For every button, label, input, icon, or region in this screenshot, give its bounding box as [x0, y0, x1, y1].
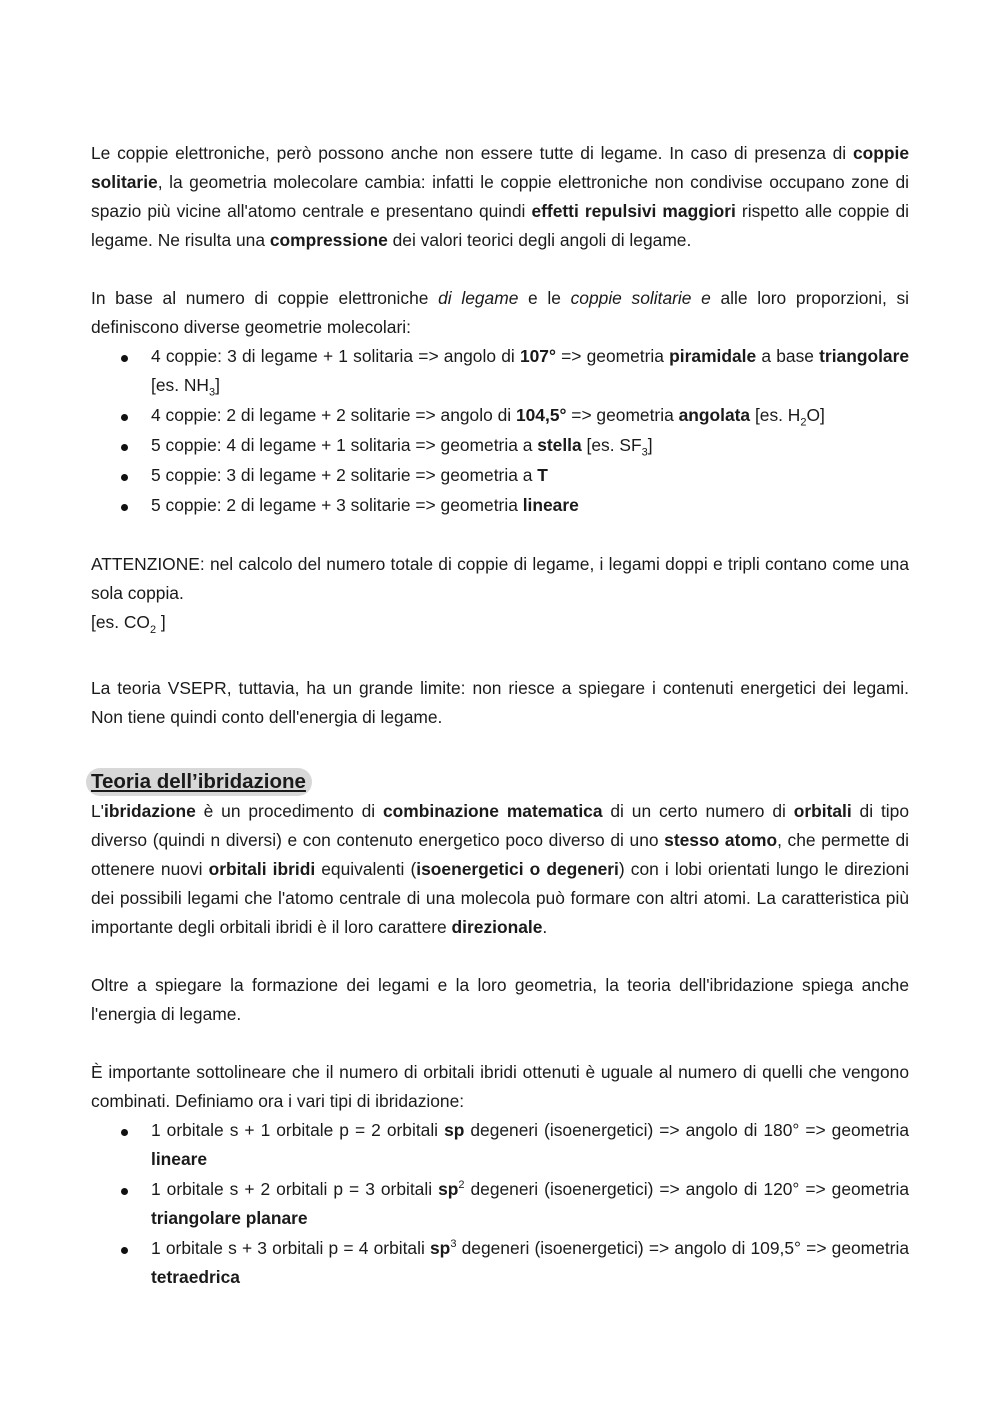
text: è un procedimento di: [195, 801, 384, 821]
text: rispetto alle coppie di legame. Ne risulta una: [91, 201, 909, 250]
bold-text: angolata: [678, 405, 751, 425]
text: [es. NH: [151, 375, 209, 395]
text: O]: [806, 405, 825, 425]
subscript: 3: [641, 446, 648, 459]
text: 4 coppie: 2 di legame + 2 solitarie => angolo di: [151, 405, 516, 425]
bold-text: lineare: [522, 495, 579, 515]
text: degeneri (isoenergetici) => angolo di 180° => geometria: [464, 1120, 909, 1140]
text: , la geometria molecolare cambia: infatti le coppie elettroniche non condivise occupano zone di spazio più vicine all'atomo centrale e presentano quindi: [91, 172, 909, 221]
bold-text: triangolare planare: [151, 1208, 308, 1228]
superscript: 3: [450, 1238, 457, 1251]
text: alle loro proporzioni, si definiscono diverse geometrie molecolari:: [91, 288, 910, 337]
list-item: [91, 461, 909, 490]
text: 1 orbitale s + 3 orbitali p = 4 orbitali: [151, 1238, 431, 1258]
paragraph-attention: [91, 550, 909, 608]
page-content: [91, 139, 909, 1293]
paragraph-bond-energy: Oltre a spiegare la formazione dei legami e la loro geometria, la teoria dell'ibridazione spiega anche l'energia di legame.: [91, 975, 909, 1024]
bullet-icon: [121, 1129, 128, 1136]
italic-text: di legame: [438, 288, 519, 308]
text: degeneri (isoenergetici) => angolo di 109,5° => geometria: [456, 1238, 909, 1258]
text: 4 coppie: 3 di legame + 1 solitaria => angolo di: [151, 346, 520, 366]
text: Le coppie elettroniche, però possono anche non essere tutte di legame. In caso di presenza di: [91, 143, 853, 163]
bullet-icon: [121, 355, 128, 362]
subscript: 3: [208, 386, 216, 399]
text: equivalenti (: [315, 859, 417, 879]
list-item: [91, 431, 909, 460]
bold-text: ibridazione: [104, 801, 196, 821]
bold-text: compressione: [269, 230, 388, 250]
text: [es. SF: [581, 435, 642, 455]
bold-text: orbitali: [793, 801, 852, 821]
geometry-list: [91, 342, 909, 520]
bold-text: effetti repulsivi maggiori: [531, 201, 736, 221]
bold-text: combinazione matematica: [383, 801, 603, 821]
bold-text: piramidale: [669, 346, 757, 366]
text: , che permette di ottenere nuovi: [91, 830, 909, 879]
bold-text: isoenergetici o degeneri: [416, 859, 619, 879]
bold-text: triangolare: [819, 346, 910, 366]
bold-text: orbitali ibridi: [208, 859, 316, 879]
text: => geometria: [555, 346, 670, 366]
list-item: [91, 1175, 909, 1233]
bold-text: sp: [430, 1238, 451, 1258]
subscript: 2: [149, 624, 157, 636]
bullet-icon: [121, 1188, 128, 1195]
paragraph-vsepr-limit: La teoria VSEPR, tuttavia, ha un grande limite: non riesce a spiegare i contenuti energetici dei legami. Non tiene quindi conto dell'energia di legame.: [91, 678, 909, 727]
text: di un certo numero di: [602, 801, 794, 821]
bold-text: tetraedrica: [151, 1267, 240, 1287]
text: ]: [647, 435, 653, 455]
italic-text: coppie solitarie e: [570, 288, 711, 308]
text: ) con i lobi orientati lungo le direzioni dei possibili legami che l'atomo centrale di una molecola può formare con altri atomi. La caratteristica più importante degli orbitali ibridi è il loro carattere: [91, 859, 909, 937]
bold-text: stesso atomo: [664, 830, 778, 850]
superscript: 2: [458, 1179, 465, 1192]
bold-text: 104,5°: [515, 405, 567, 425]
text: => geometria: [566, 405, 679, 425]
text: [es. CO: [91, 612, 150, 632]
bullet-icon: [121, 414, 128, 421]
hybridization-list: [91, 1116, 909, 1292]
text: [es. H: [750, 405, 801, 425]
bold-text: sp: [438, 1179, 459, 1199]
bold-text: 107°: [519, 346, 556, 366]
paragraph-hybridization-definition: [91, 797, 909, 942]
text: di tipo diverso (quindi n diversi) e con contenuto energetico poco diverso di uno: [91, 801, 909, 850]
bold-text: direzionale: [451, 917, 543, 937]
list-item: [91, 1116, 909, 1174]
text: 5 coppie: 3 di legame + 2 solitarie => geometria a: [151, 465, 538, 485]
bold-text: T: [537, 465, 548, 485]
text: In base al numero di coppie elettroniche: [91, 288, 439, 308]
bold-text: lineare: [151, 1149, 208, 1169]
text: ATTENZIONE: nel calcolo del numero totale di coppie di legame, i legami doppi e tripli contano come una sola coppia.: [91, 554, 909, 603]
text: 1 orbitale s + 1 orbitale p = 2 orbitali: [151, 1120, 445, 1140]
bold-text: stella: [537, 435, 582, 455]
text: 5 coppie: 4 di legame + 1 solitaria => geometria a: [151, 435, 538, 455]
list-item: [91, 342, 909, 400]
text: e le: [518, 288, 571, 308]
text: L': [91, 801, 104, 821]
text: .: [542, 917, 548, 937]
paragraph-hybridization-types-intro: È importante sottolineare che il numero di orbitali ibridi ottenuti è uguale al numero di quelli che vengono combinati. Definiamo ora i vari tipi di ibridazione:: [91, 1062, 909, 1111]
bullet-icon: [121, 474, 128, 481]
subscript: 2: [800, 416, 807, 429]
text: degeneri (isoenergetici) => angolo di 120° => geometria: [464, 1179, 909, 1199]
bullet-icon: [121, 444, 128, 451]
paragraph-lone-pairs: [91, 139, 909, 255]
paragraph-geometries-intro: [91, 284, 909, 342]
bold-text: sp: [444, 1120, 465, 1140]
text: ]: [156, 612, 166, 632]
text: 5 coppie: 2 di legame + 3 solitarie => geometria: [151, 495, 523, 515]
section-title: Teoria dell’ibridazione: [86, 768, 312, 796]
bold-text: coppie solitarie: [91, 143, 909, 192]
bullet-icon: [121, 1247, 128, 1254]
text: ]: [215, 375, 220, 395]
text: dei valori teorici degli angoli di legame.: [387, 230, 692, 250]
paragraph-example-co2: [91, 608, 909, 645]
bullet-icon: [121, 504, 128, 511]
text: a base: [756, 346, 820, 366]
list-item: [91, 401, 909, 430]
text: 1 orbitale s + 2 orbitali p = 3 orbitali: [151, 1179, 439, 1199]
list-item: [91, 491, 909, 520]
list-item: [91, 1234, 909, 1292]
